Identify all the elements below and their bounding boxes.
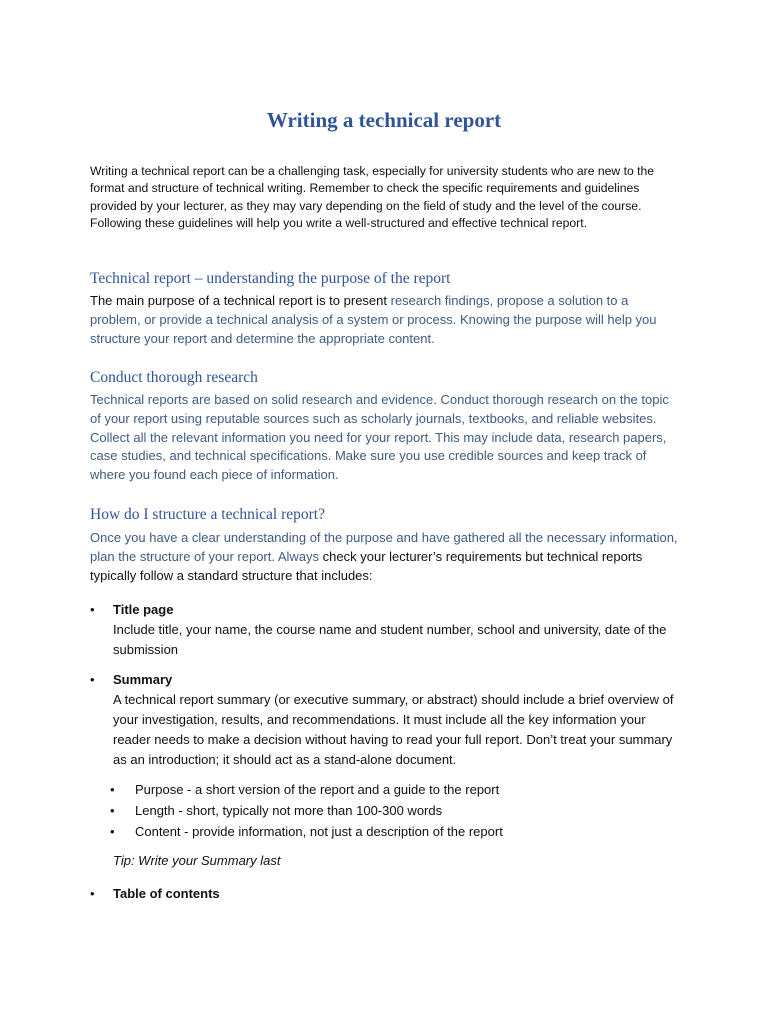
sublist-item-text: Content - provide information, not just a description of the report bbox=[135, 824, 503, 839]
document-title: Writing a technical report bbox=[266, 108, 502, 132]
section-heading-research: Conduct thorough research bbox=[90, 369, 258, 386]
list-item-content bbox=[113, 884, 678, 904]
section-heading-purpose: Technical report – understanding the purpose of the report bbox=[90, 270, 451, 287]
bullet-icon: • bbox=[110, 824, 115, 839]
section-paragraph-purpose bbox=[90, 292, 680, 348]
bullet-icon: • bbox=[110, 803, 115, 818]
paragraph-text-highlight: Once you have a clear understanding of the purpose and have gathered all the necessary information, plan the structure of your report. Always bbox=[90, 530, 678, 564]
bullet-icon: • bbox=[90, 672, 95, 687]
list-item-content bbox=[113, 670, 678, 770]
paragraph-text: check your lecturer’s requirements but technical reports typically follow a standard structure that includes: bbox=[90, 548, 643, 583]
bullet-icon: • bbox=[110, 782, 115, 797]
section-paragraph-structure bbox=[90, 529, 680, 585]
paragraph-text: The main purpose of a technical report is to present bbox=[90, 293, 391, 308]
section-paragraph-research: Technical reports are based on solid research and evidence. Conduct thorough research on the topic of your report using reputable sources such as scholarly journals, textbooks, and reliable websites. Collect all the relevant information you need for your report. This may include data, research papers, case studies, and technical specifications. Make sure you use credible sources and keep track of where you found each piece of information. bbox=[90, 392, 669, 483]
list-item-heading: Summary bbox=[113, 672, 173, 687]
section-heading-structure: How do I structure a technical report? bbox=[90, 506, 325, 523]
bullet-icon: • bbox=[90, 886, 95, 901]
list-item-heading: Title page bbox=[113, 602, 174, 617]
list-item-text: A technical report summary (or executive summary, or abstract) should include a brief overview of your investigation, results, and recommendations. It must include all the key information your reader needs to make a decision without having to read your full report. Don’t treat your summary as an introduction; it should act as a stand-alone document. bbox=[113, 692, 674, 767]
sublist-item-text: Length - short, typically not more than 100-300 words bbox=[135, 803, 443, 818]
sublist-item-text: Purpose - a short version of the report and a guide to the report bbox=[135, 782, 500, 797]
list-item-heading: Table of contents bbox=[113, 886, 220, 901]
list-item-content bbox=[113, 600, 678, 660]
list-item-text: Include title, your name, the course name and student number, school and university, date of the submission bbox=[113, 622, 667, 657]
paragraph-text-highlight: research findings, propose a solution to a problem, or provide a technical analysis of a system or process. Knowing the purpose will help you structure your report and determine the appropriate content. bbox=[90, 293, 657, 346]
tip-note: Tip: Write your Summary last bbox=[113, 853, 281, 868]
intro-paragraph: Writing a technical report can be a challenging task, especially for university students who are new to the format and structure of technical writing. Remember to check the specific requirements and guidelines provided by your lecturer, as they may vary depending on the field of study and the level of the course. Following these guidelines will help you write a well-structured and effective technical report. bbox=[90, 164, 655, 231]
bullet-icon: • bbox=[90, 602, 95, 617]
